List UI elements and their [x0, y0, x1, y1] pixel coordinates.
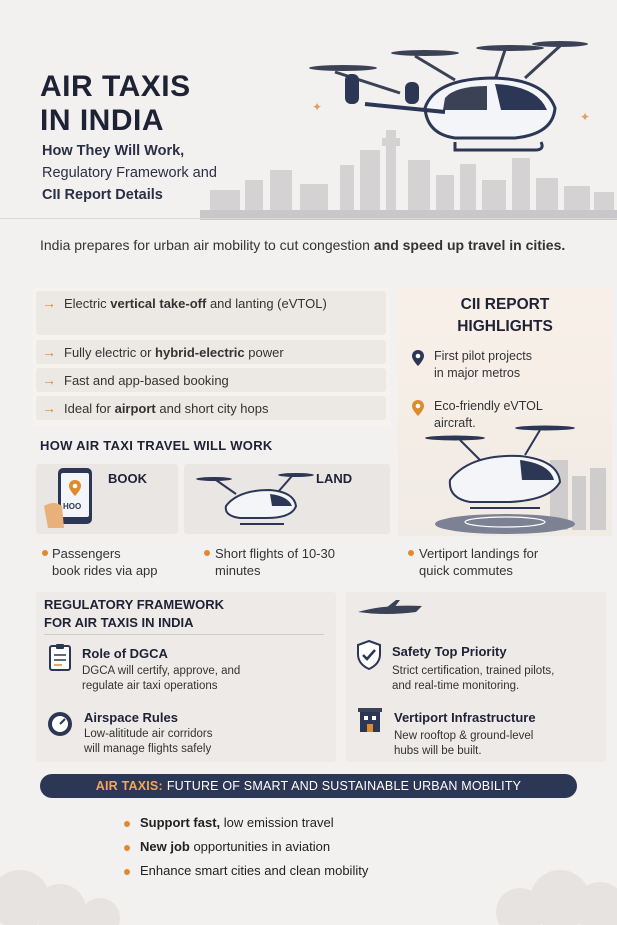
- clipboard-icon: [48, 643, 72, 671]
- page-title: AIR TAXIS IN INDIA: [40, 70, 191, 137]
- flying-taxi-icon: [196, 470, 316, 532]
- book-label: BOOK: [108, 471, 147, 486]
- air-taxi-illustration: [305, 38, 590, 156]
- cii-highlight-item: Eco-friendly eVTOL aircraft.: [434, 399, 543, 430]
- bullet-dot: [124, 869, 130, 875]
- benefit-item: Enhance smart cities and clean mobility: [140, 863, 369, 878]
- regulatory-item-desc: New rooftop & ground-level hubs will be built.: [394, 730, 534, 757]
- location-pin-icon: [412, 400, 424, 416]
- bullet-dot: [408, 550, 414, 556]
- regulatory-item-desc: DGCA will certify, approve, and regulate air taxi operations: [82, 665, 241, 692]
- future-banner: AIR TAXIS: FUTURE OF SMART AND SUSTAINABLE URBAN MOBILITY: [40, 774, 577, 798]
- arrow-icon: →: [42, 372, 56, 388]
- cii-report-heading: CII REPORT HIGHLIGHTS: [457, 296, 553, 335]
- step-description: Passengers book rides via app: [52, 546, 158, 578]
- benefit-item: Support fast, low emission travel: [140, 815, 334, 830]
- step-description: Vertiport landings for quick commutes: [419, 546, 539, 578]
- regulatory-item-desc: Strict certification, trained pilots, and real-time monitoring.: [392, 665, 555, 692]
- bullet-dot: [204, 550, 210, 556]
- arrow-icon: →: [42, 344, 56, 360]
- bullet-dot: [124, 821, 130, 827]
- app-screen-text: HOO: [63, 502, 82, 511]
- feature-item: → Electric vertical take-off and lanting (eVTOL): [36, 291, 386, 335]
- arrow-icon: →: [42, 400, 56, 416]
- intro-text: India prepares for urban air mobility to cut congestion and speed up travel in cities.: [40, 237, 566, 253]
- divider: [44, 634, 324, 635]
- regulatory-item-title: Airspace Rules: [84, 710, 178, 725]
- bullet-dot: [124, 845, 130, 851]
- sparkle-icon: ✦: [312, 100, 323, 114]
- regulatory-item-title: Role of DGCA: [82, 646, 168, 661]
- feature-item: → Fully electric or hybrid-electric power: [36, 340, 386, 364]
- shield-check-icon: [356, 640, 382, 670]
- bullet-dot: [42, 550, 48, 556]
- regulatory-heading: REGULATORY FRAMEWORK FOR AIR TAXIS IN INDIA: [44, 597, 225, 630]
- regulatory-item-desc: Low-alititude air corridors will manage flights safely: [84, 728, 213, 755]
- sparkle-icon: ✦: [580, 110, 591, 124]
- land-label: LAND: [316, 471, 353, 486]
- phone-app-icon: [44, 466, 108, 532]
- benefit-item: New job opportunities in aviation: [140, 839, 331, 854]
- feature-item: → Ideal for airport and short city hops: [36, 396, 386, 420]
- feature-item: → Fast and app-based booking: [36, 368, 386, 392]
- airplane-icon: [356, 598, 426, 620]
- divider: [0, 218, 617, 219]
- regulatory-item-title: Vertiport Infrastructure: [394, 710, 536, 725]
- gauge-icon: [46, 710, 74, 738]
- arrow-icon: →: [42, 295, 56, 311]
- how-it-works-heading: HOW AIR TAXI TRAVEL WILL WORK: [40, 438, 273, 453]
- step-description: Short flights of 10-30 minutes: [215, 546, 335, 578]
- regulatory-item-title: Safety Top Priority: [392, 644, 507, 659]
- page-subtitle: How They Will Work, Regulatory Framework and CII Report Details: [42, 143, 217, 203]
- location-pin-icon: [412, 350, 424, 366]
- cii-highlight-item: First pilot projects in major metros: [434, 349, 532, 380]
- vertiport-drone-illustration: [410, 420, 610, 536]
- building-icon: [356, 704, 384, 734]
